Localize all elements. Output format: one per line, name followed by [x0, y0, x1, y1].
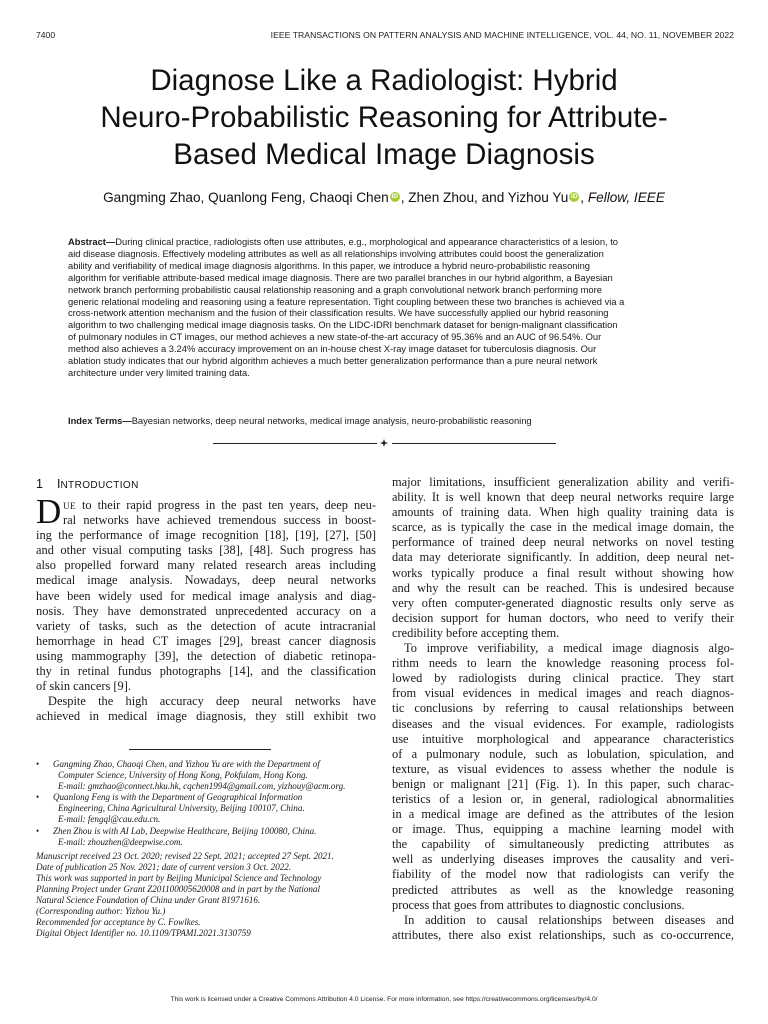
- body-line: variety of tasks, such as the detection of acute intracranial: [36, 618, 376, 633]
- body-line: data may deteriorate significantly. In addition, deep neural net-: [392, 550, 734, 565]
- authors-part-2: , Zhen Zhou, and Yizhou Yu: [400, 190, 569, 205]
- body-line: using mammography [39], the detection of diabetic retinopa-: [36, 648, 376, 663]
- index-terms-label: Index Terms—: [68, 416, 132, 426]
- body-line: decision support for human doctors, who need to verify their: [392, 610, 734, 625]
- abstract-text: During clinical practice, radiologists often use attributes, e.g., morphological and appearance characteristics of a lesion, to: [115, 237, 619, 247]
- body-line: ral networks have achieved tremendous success in boost-: [63, 513, 376, 528]
- bullet: •: [36, 792, 40, 803]
- section-number: 1: [36, 477, 43, 491]
- footnote-line: E-mail: gmzhao@connect.hku.hk, cqchen1994@gmail.com, yizhouy@acm.org.: [58, 781, 346, 792]
- footnote-line: Planning Project under Grant Z201100005620008 and in part by the National: [36, 884, 320, 895]
- body-line: diseases and the visual evidences. For example, radiologists: [392, 716, 734, 731]
- doi-line[interactable]: Digital Object Identifier no. 10.1109/TPAMI.2021.3130759: [36, 928, 251, 939]
- body-line: [36, 498, 376, 513]
- section-title-rest: NTRODUCTION: [60, 480, 139, 491]
- footnote-line: Manuscript received 23 Oct. 2020; revised 22 Sept. 2021; accepted 27 Sept. 2021.: [36, 850, 334, 861]
- right-column: [392, 475, 734, 943]
- body-line: and why the result can be reached. This is undesired because: [392, 580, 734, 595]
- body-line: ing the performance of image recognition [18], [19], [27], [50]: [36, 528, 376, 543]
- abstract: [68, 237, 701, 380]
- section-title-initial: I: [56, 477, 61, 491]
- divider-line-left: [213, 443, 377, 444]
- footnote-line: E-mail: fengql@cau.edu.cn.: [58, 814, 161, 825]
- body-line: have been widely used for medical image analysis and diag-: [36, 588, 376, 603]
- license-notice: This work is licensed under a Creative Commons Attribution 4.0 License. For more information, see https://creativecommons.org/licenses/by/4.0/: [170, 996, 598, 1003]
- body-line: Despite the high accuracy deep neural networks have: [48, 694, 376, 709]
- page-number: 7400: [36, 30, 56, 40]
- body-line: from visual evidences in medical images and reach diagnos-: [392, 686, 734, 701]
- body-line: predicted attributes as well as the knowledge reasoning: [392, 882, 734, 897]
- diamond-ornament-icon: [380, 439, 388, 447]
- abstract-line: aid disease diagnosis. Effectively modeling attributes as well as all relationships involving attributes could boost the generalization: [68, 248, 604, 259]
- publication-notes: [36, 851, 378, 940]
- index-terms-text: Bayesian networks, deep neural networks, medical image analysis, neuro-probabilistic reasoning: [131, 416, 532, 426]
- orcid-icon[interactable]: iD: [571, 193, 578, 200]
- abstract-line: generic relational modeling and reasoning using a feature representation. Tight coupling between these two branches is achieved via a: [68, 296, 625, 307]
- body-line: thy in retinal fundus photographs [14], and the classification: [36, 664, 376, 679]
- title-line: Diagnose Like a Radiologist: Hybrid: [150, 64, 618, 97]
- footnote-line: Engineering, China Agricultural University, Beijing 100107, China.: [58, 803, 305, 814]
- body-line: in a medical image are defined as the attributes of the lesion: [392, 807, 734, 822]
- body-line: tic conclusions by referring to causal relationships between: [392, 701, 734, 716]
- author-list: [40, 190, 728, 205]
- footnote-line: Date of publication 25 Nov. 2021; date of current version 3 Oct. 2022.: [36, 861, 292, 872]
- authors-part-1: Gangming Zhao, Quanlong Feng, Chaoqi Chen: [103, 190, 389, 205]
- bullet: •: [36, 825, 40, 836]
- body-line: hemorrhage in head CT images [29], breast cancer diagnosis: [36, 633, 376, 648]
- drop-cap: D: [36, 492, 62, 531]
- body-line: of skin cancers [9].: [36, 679, 131, 694]
- abstract-line: ability and verifiability of medical image diagnosis algorithms. In this paper, we introduce a hybrid neuro-probabilistic reasoning: [68, 260, 590, 271]
- body-line: process that goes from attributes to diagnostic conclusions.: [392, 897, 685, 912]
- body-line: performance of trained deep neural networks on novel testing: [392, 535, 734, 550]
- paragraph: [36, 694, 376, 724]
- running-header: [36, 30, 734, 44]
- body-line: To improve verifiability, a medical image diagnosis algo-: [404, 641, 734, 656]
- affiliation-note: [36, 826, 378, 848]
- affiliation-note: [36, 792, 378, 825]
- abstract-line: of pulmonary nodules in CT images, our method achieves a new state-of-the-art accuracy of 95.36% and an AUC of 96.54%. Our: [68, 332, 602, 343]
- abstract-label: Abstract—: [68, 237, 116, 247]
- title-line: Neuro-Probabilistic Reasoning for Attribute-: [100, 101, 668, 134]
- body-line: achieved in medical image diagnosis, they still exhibit two: [36, 709, 376, 724]
- body-line: use intuitive morphological and appearance characteristics: [392, 731, 734, 746]
- body-line: rithm needs to learn the knowledge reasoning process fol-: [392, 656, 734, 671]
- body-line: ability. It is well known that deep neural networks require large: [392, 490, 734, 505]
- abstract-line: [68, 237, 701, 249]
- section-divider: [213, 443, 556, 444]
- footnote-line: Recommended for acceptance by C. Fowlkes.: [36, 917, 201, 928]
- footnote-line: Natural Science Foundation of China under Grant 81971616.: [36, 895, 261, 906]
- section-heading: [36, 477, 139, 491]
- footnote-line: E-mail: zhouzhen@deepwise.com.: [58, 836, 183, 847]
- abstract-line: network branch performing probabilistic causal relationship reasoning and a graph convolutional network branch performing more: [68, 284, 602, 295]
- abstract-line: algorithm to two challenging medical image diagnosis tasks. On the LIDC-IDRI benchmark dataset for benign-malignant classification: [68, 320, 618, 331]
- journal-header: IEEE TRANSACTIONS ON PATTERN ANALYSIS AND MACHINE INTELLIGENCE, VOL. 44, NO. 11, NOVEMBER 2022: [270, 30, 734, 40]
- body-line: In addition to causal relationships between diseases and: [404, 912, 734, 927]
- body-line: teristics of a lesion or, in general, radiological abnormalities: [392, 791, 734, 806]
- body-line: scarce, as is typically the case in the medical image domain, the: [392, 520, 734, 535]
- body-line: nosis. They have demonstrated unprecedented accuracy on a: [36, 603, 376, 618]
- body-line: well as underlying diseases improves the causality and veri-: [392, 852, 734, 867]
- body-line: credibility before accepting them.: [392, 625, 560, 640]
- abstract-line: method also achieves a 3.24% accuracy improvement on an in-house chest X-ray image dataset for tuberculosis diagnosis. Our: [68, 344, 597, 355]
- title-line: Based Medical Image Diagnosis: [173, 138, 595, 171]
- body-line: the capability of simultaneously predicting attributes as: [392, 837, 734, 852]
- footnote-rule: [129, 749, 271, 750]
- paragraph: [392, 475, 734, 641]
- footnote-line: Quanlong Feng is with the Department of Geographical Information: [53, 792, 303, 803]
- divider-line-right: [392, 443, 556, 444]
- footnote-line: This work was supported in part by Beijing Municipal Science and Technology: [36, 872, 322, 883]
- footnotes: [36, 759, 378, 940]
- body-line: texture, as visual evidences to assess whether the nodule is: [392, 761, 734, 776]
- authors-comma: ,: [580, 190, 585, 205]
- abstract-line: ablation study indicates that our hybrid algorithm achieves a much better generalization performance than a pure neural network: [68, 356, 598, 367]
- footnote-line: Computer Science, University of Hong Kong, Pokfulam, Hong Kong.: [58, 770, 308, 781]
- affiliation-note: [36, 759, 378, 792]
- footnote-line: (Corresponding author: Yizhou Yu.): [36, 906, 166, 917]
- orcid-icon[interactable]: iD: [391, 193, 398, 200]
- body-line: attributes, there also exist relationships, such as co-occurrence,: [392, 927, 734, 942]
- abstract-line: algorithm for verifiable attribute-based medical image diagnosis. There are two parallel branches in our hybrid algorithm, a Bayesian: [68, 272, 613, 283]
- paragraph: [392, 641, 734, 913]
- bullet: •: [36, 759, 40, 769]
- abstract-line: cross-network attention mechanism and the fusion of their classification results. We have successfully applied our hybrid reasoning: [68, 308, 609, 319]
- body-line: fiability of the model now that radiologists can verify the: [392, 867, 734, 882]
- author-fellow-title: Fellow, IEEE: [587, 190, 665, 205]
- body-line: medical image analysis. Nowadays, deep neural networks: [36, 573, 376, 588]
- paragraph: [36, 492, 376, 694]
- body-line: also propelled forward many related research areas including: [36, 558, 376, 573]
- left-column: [36, 492, 376, 724]
- body-line: benign or malignant [21] (Fig. 1). In this paper, such charac-: [392, 776, 734, 791]
- paragraph: [392, 913, 734, 943]
- body-line: very often computer-generated diagnostic results only serve as: [392, 595, 734, 610]
- body-line: lowed by radiologists during clinical practice. They start: [392, 671, 734, 686]
- paper-title: [40, 62, 728, 173]
- body-line: works typically produce a final result without showing how: [392, 565, 734, 580]
- body-line: major limitations, insufficient generalization ability and verifi-: [392, 475, 734, 489]
- body-text: to their rapid progress in the past ten years, deep neu-: [76, 498, 376, 512]
- footnote-line: Gangming Zhao, Chaoqi Chen, and Yizhou Yu are with the Department of: [53, 759, 320, 769]
- abstract-line: architecture under very limited training data.: [68, 367, 250, 378]
- footnote-line: Zhen Zhou is with AI Lab, Deepwise Healthcare, Beijing 100080, China.: [53, 825, 317, 836]
- body-line: amounts of training data. When high quality training data is: [392, 505, 734, 520]
- body-line: of a pulmonary nodule, such as lobulation, spiculation, and: [392, 746, 734, 761]
- body-line: and other visual computing tasks [38], [48]. Such progress has: [36, 543, 376, 558]
- index-terms: [68, 415, 701, 427]
- body-line: or image. Thus, equipping a machine learning model with: [392, 822, 734, 837]
- smallcap-text: UE: [63, 502, 76, 512]
